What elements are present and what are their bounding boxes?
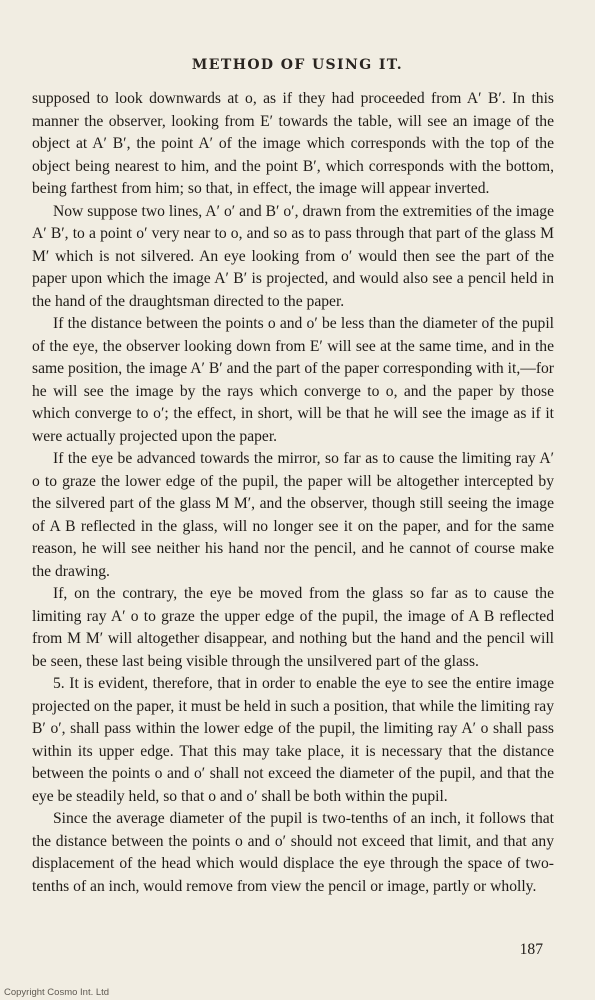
paragraph-2: Now suppose two lines, A′ o′ and B′ o′, drawn from the extremities of the image A′ B′, to a point o′ very near to o, and so as to pass through that part of the glass M M′ which is not silvered. An eye looking from o′ would then see the part of the paper upon which the image A′ B′ is projected, and would also see a pencil held in the hand of the draughtsman directed to the paper. <box>32 202 554 310</box>
copyright-watermark: Copyright Cosmo Int. Ltd <box>4 987 110 998</box>
paragraph-6: 5. It is evident, therefore, that in order to enable the eye to see the entire image projected on the paper, it must be held in such a position, that while the limiting ray B′ o′, shall pass within the lower edge of the pupil, the limiting ray A′ o shall pass within its upper edge. That this may take place, it is necessary that the distance between the points o and o′ shall not exceed the diameter of the pupil, and that the eye be steadily held, so that o and o′ shall be both within the pupil. <box>32 675 554 805</box>
paragraph-4: If the eye be advanced towards the mirror, so far as to cause the limiting ray A′ o to graze the lower edge of the pupil, the paper will be altogether intercepted by the silvered part of the glass M M′, and the observer, though still seeing the image of A B reflected in the glass, will no longer see it on the paper, and for the same reason, he will see neither his hand nor the pencil, and he cannot of course make the drawing. <box>32 450 554 580</box>
paragraph-7: Since the average diameter of the pupil is two-tenths of an inch, it follows that the distance between the points o and o′ should not exceed that limit, and that any displacement of the head which would displace the eye through the space of two-tenths of an inch, would remove from view the pencil or image, partly or wholly. <box>32 810 554 895</box>
running-title: METHOD OF USING IT. <box>191 57 404 73</box>
paragraph-5: If, on the contrary, the eye be moved from the glass so far as to cause the limiting ray A′ o to graze the upper edge of the pupil, the image of A B reflected from M M′ will altogether disappear, and nothing but the hand and the pencil will be seen, these last being visible through the unsilvered part of the glass. <box>32 585 554 670</box>
body-text <box>32 88 554 898</box>
page-number: 187 <box>519 941 543 958</box>
paragraph-1: supposed to look downwards at o, as if they had proceeded from A′ B′. In this manner the observer, looking from E′ towards the table, will see an image of the object at A′ B′, the point A′ of the image which corresponds with the top of the object being nearest to him, and the point B′, which corresponds with the bottom, being farthest from him; so that, in effect, the image will appear inverted. <box>32 90 554 197</box>
paragraph-3: If the distance between the points o and o′ be less than the diameter of the pupil of the eye, the observer looking down from E′ will see at the same time, and in the same position, the image A′ B′ and the part of the paper corresponding with it,—for he will see the image by the rays which converge to o, and the paper by those which converge to o′; the effect, in short, will be that he will see the image as if it were actually projected upon the paper. <box>32 315 554 445</box>
